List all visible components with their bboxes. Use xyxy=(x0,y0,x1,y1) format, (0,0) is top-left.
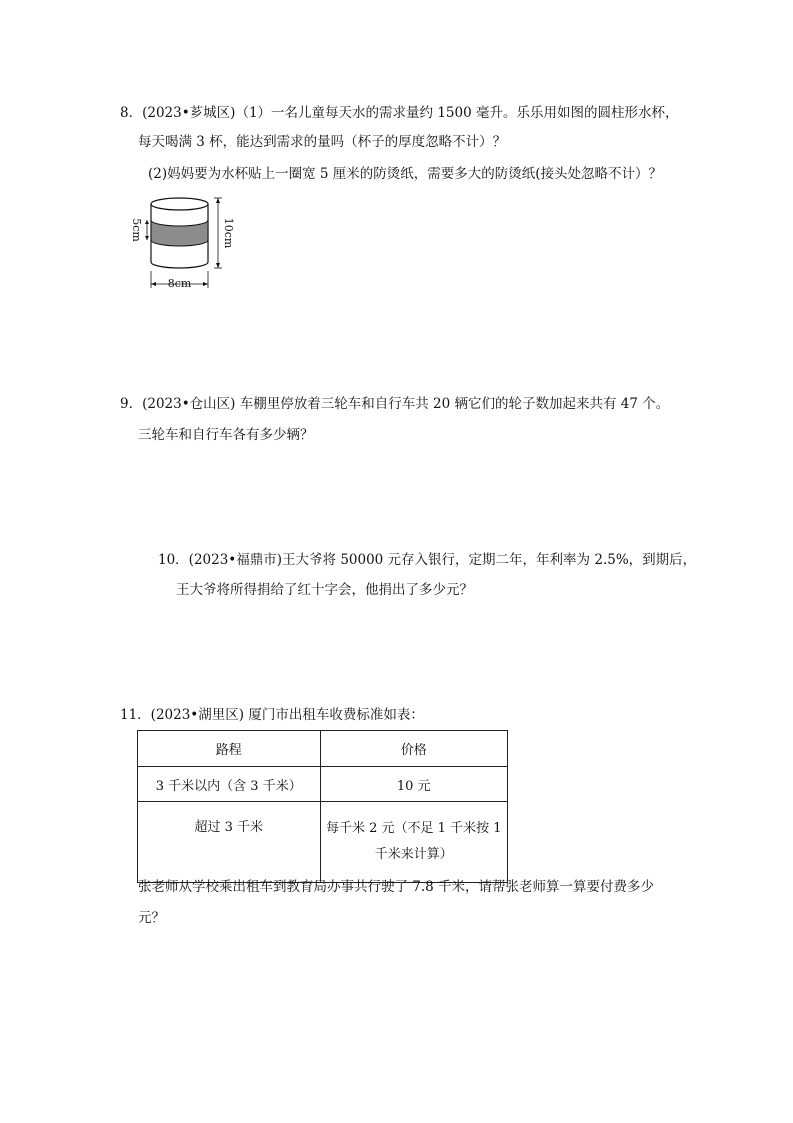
row2-price-line-1: 每千米 2 元（不足 1 千米按 1 xyxy=(326,821,502,836)
table-row xyxy=(138,767,508,802)
table-header-row xyxy=(138,731,508,767)
q10-line-2: 王大爷将所得捐给了红十字会，他捐出了多少元？ xyxy=(176,582,473,598)
q11-line-3: 元？ xyxy=(138,910,165,926)
header-price: 价格 xyxy=(320,731,508,767)
q10-line-1: 10．(2023•福鼎市)王大爷将 50000 元存入银行，定期二年，年利率为 2.5%，到期后， xyxy=(158,552,697,568)
q8-line-2: 每天喝满 3 杯，能达到需求的量吗（杯子的厚度忽略不计）？ xyxy=(138,134,507,150)
band-width-label: 5cm xyxy=(130,218,143,242)
row2-distance: 超过 3 千米 xyxy=(138,802,321,883)
cylinder-cup-figure xyxy=(130,192,235,290)
diameter-label: 8cm xyxy=(167,277,192,290)
q11-line-1: 11．(2023•湖里区) 厦门市出租车收费标准如表： xyxy=(120,707,424,723)
height-label: 10cm xyxy=(222,217,235,249)
row2-price-line-2: 千米来计算） xyxy=(374,847,453,862)
q9-line-1: 9．(2023•仓山区) 车棚里停放着三轮车和自行车共 20 辆它们的轮子数加起来共有 47 个。 xyxy=(120,396,670,412)
table-row xyxy=(138,802,508,883)
q11-line-2: 张老师从学校乘出租车到教育局办事共行驶了 7.8 千米，请帮张老师算一算要付费多少 xyxy=(138,879,655,895)
row1-price: 10 元 xyxy=(320,767,508,802)
header-distance: 路程 xyxy=(138,731,321,767)
q8-line-3: (2)妈妈要为水杯贴上一圈宽 5 厘米的防烫纸，需要多大的防烫纸(接头处忽略不计）？ xyxy=(148,166,663,182)
taxi-fare-table xyxy=(137,730,508,883)
q9-line-2: 三轮车和自行车各有多少辆？ xyxy=(138,427,314,443)
row2-price xyxy=(320,802,508,883)
heat-insulation-band xyxy=(151,220,208,246)
q8-line-1: 8．(2023•芗城区)（1）一名儿童每天水的需求量约 1500 毫升。乐乐用如图的圆柱形水杯， xyxy=(120,105,679,121)
row1-distance: 3 千米以内（含 3 千米） xyxy=(138,767,321,802)
